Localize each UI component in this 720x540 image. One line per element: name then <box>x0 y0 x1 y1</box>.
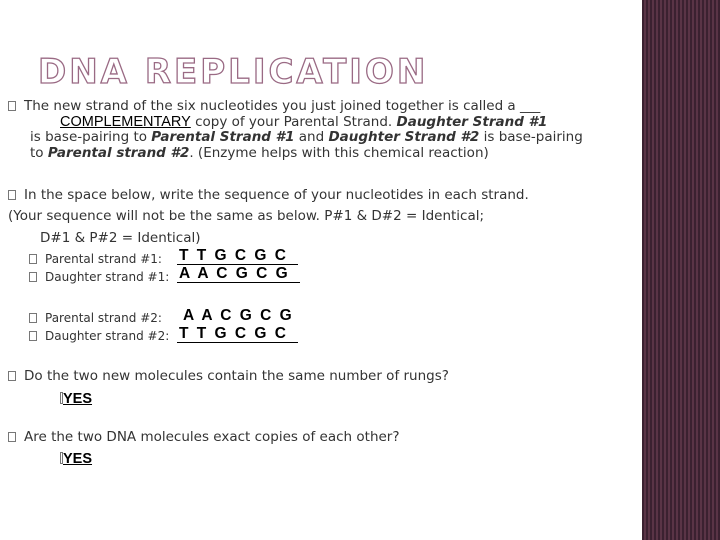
q3-answer: YES <box>60 390 92 409</box>
q4-question: Are the two DNA molecules exact copies of each other? <box>8 428 400 447</box>
bullet-icon <box>29 254 37 264</box>
bullet-icon <box>29 313 37 323</box>
q1-line-1: The new strand of the six nucleotides you just joined together is called a ___ <box>8 97 540 116</box>
q2-line-1: In the space below, write the sequence of your nucleotides in each strand. <box>8 186 529 205</box>
q3-question: Do the two new molecules contain the same number of rungs? <box>8 367 449 386</box>
strand-row-parental-2 <box>29 309 162 328</box>
q1-answer: COMPLEMENTARY <box>60 114 191 130</box>
q2-line-3: D#1 & P#2 = Identical) <box>40 230 201 246</box>
strand-label: Parental strand #1: <box>45 252 162 266</box>
decorative-sidebar <box>642 0 720 540</box>
q1-line-4: to Parental strand #2. (Enzyme helps with this chemical reaction) <box>30 145 489 161</box>
bullet-icon <box>8 432 16 442</box>
bullet-icon <box>8 190 16 200</box>
strand-row-daughter-1 <box>29 268 169 287</box>
q4-answer: YES <box>60 450 92 469</box>
strand-label: Daughter strand #2: <box>45 329 170 343</box>
bullet-icon <box>8 371 16 381</box>
q1-line-3: is base-pairing to Parental Strand #1 and Daughter Strand #2 is base-pairing <box>30 129 583 145</box>
q2-line-2: (Your sequence will not be the same as below. P#1 & D#2 = Identical; <box>8 208 485 224</box>
strand-row-parental-1 <box>29 250 162 269</box>
strand-label: Daughter strand #1: <box>45 270 170 284</box>
strand-sequence-parental-2: A A C G C G <box>183 307 294 324</box>
strand-sequence-daughter-2: T T G C G C <box>177 324 298 344</box>
slide-title: DNA REPLICATION <box>38 52 429 92</box>
strand-sequence-parental-1: T T G C G C <box>177 246 298 266</box>
bullet-icon <box>29 272 37 282</box>
strand-sequence-daughter-1: A A C G C G <box>177 264 300 284</box>
strand-label: Parental strand #2: <box>45 311 162 325</box>
bullet-icon <box>29 331 37 341</box>
strand-row-daughter-2 <box>29 327 169 346</box>
bullet-icon <box>8 101 16 111</box>
q1-line-2: COMPLEMENTARY copy of your Parental Strand. Daughter Strand #1 <box>60 114 548 130</box>
